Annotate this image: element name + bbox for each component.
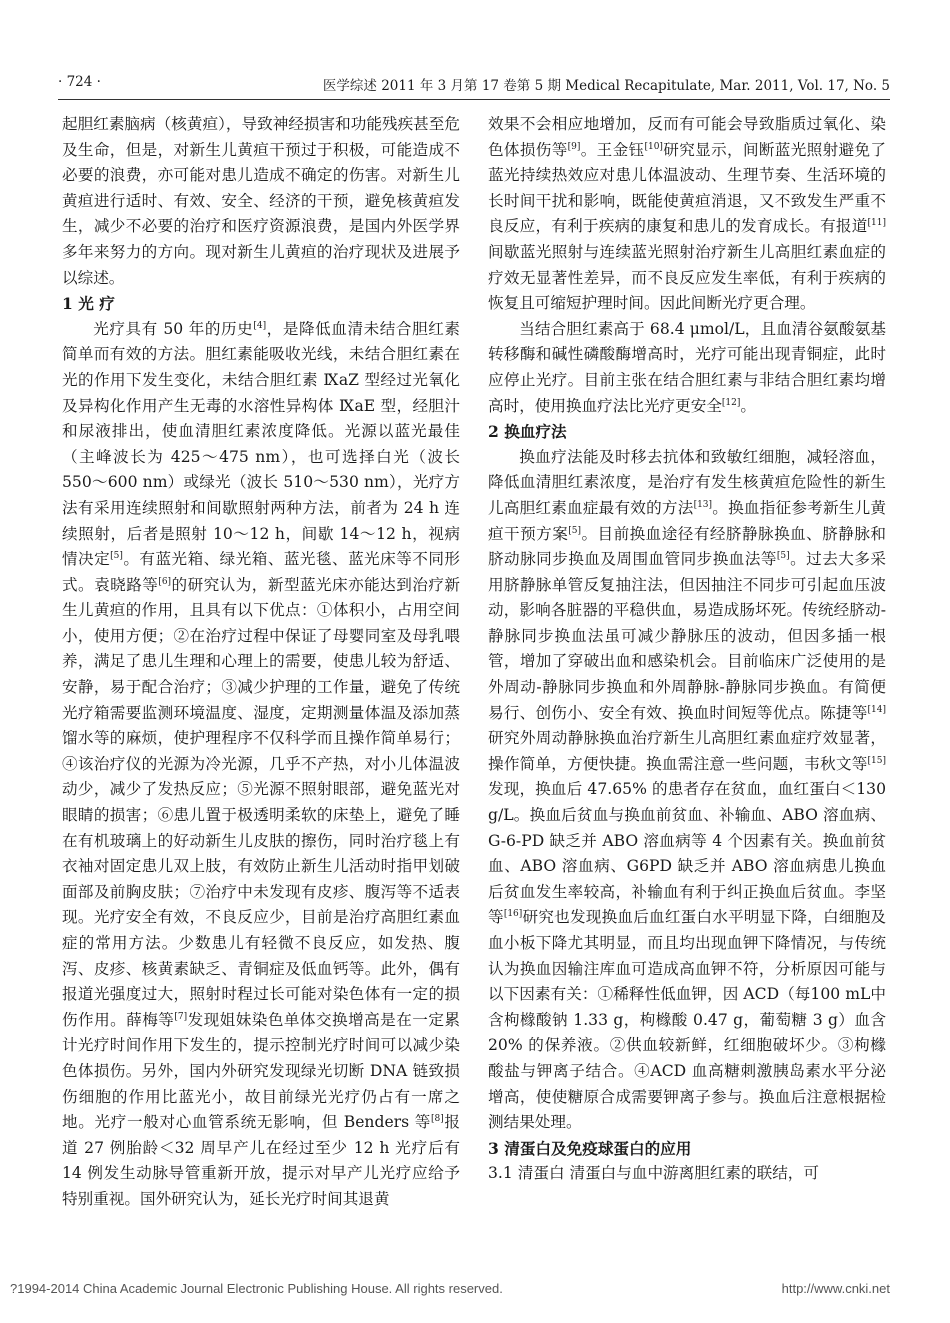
intro-paragraph: 起胆红素脑病（核黄疸），导致神经损害和功能残疾甚至危及生命，但是，对新生儿黄疸干预过于积极，可能造成不必要的浪费，亦可能对患儿造成不确定的伤害。对新生儿黄疸进行适时、有效、安全、经济的干预，避免核黄疸发生，减少不必要的治疗和医疗资源浪费，是国内外医学界多年来努力的方向。现对新生儿黄疸的治疗现状及进展予以综述。 xyxy=(62,115,460,287)
left-column xyxy=(62,112,460,1213)
section-2-heading: 2 换血疗法 xyxy=(488,422,567,442)
section-1-heading: 1 光 疗 xyxy=(62,294,115,314)
continued-paragraph: 效果不会相应地增加，反而有可能会导致脂质过氧化、染色体损伤等[9]。王金钰[10]研究显示，间断蓝光照射避免了蓝光持续热效应对患儿体温波动、生理节奏、生活环境的长时间干扰和影响，既能使黄疸消退，又不致发生严重不良反应，有利于疾病的康复和患儿的发育成长。有报道[11]间歇蓝光照射与连续蓝光照射治疗新生儿高胆红素血症的疗效无显著性差异，而不良反应发生率低，有利于疾病的恢复且可缩短护理时间。因此间断光疗更合理。 xyxy=(488,115,886,313)
cnki-link[interactable]: http://www.cnki.net xyxy=(781,1281,890,1296)
copyright-notice: ?1994-2014 China Academic Journal Electronic Publishing House. All rights reserved. xyxy=(10,1281,503,1296)
right-column xyxy=(488,112,886,1187)
page-header xyxy=(58,74,890,96)
header-divider xyxy=(58,99,890,100)
section-1-paragraph: 光疗具有 50 年的历史[4]，是降低血清未结合胆红素简单而有效的方法。胆红素能吸收光线，未结合胆红素在光的作用下发生变化，未结合胆红素 ⅨaZ 型经过光氧化及异构化作用产生无毒的水溶性异构体 ⅨaE 型，经胆汁和尿液排出，使血清胆红素浓度降低。光源以蓝光最佳（主峰波长为 425～475 nm），也可选择白光（波长 550～600 nm）或绿光（波长 510～530 nm），光疗方法有采用连续照射和间歇照射两种方法，前者为 24 h 连续照射，后者是照射 10～12 h，间歇 14～12 h，视病情决定[5]。有蓝光箱、绿光箱、蓝光毯、蓝光床等不同形式。袁晓路等[6]的研究认为，新型蓝光床亦能达到治疗新生儿黄疸的作用，且具有以下优点：①体积小，占用空间小，使用方便；②在治疗过程中保证了母婴同室及母乳喂养，满足了患儿生理和心理上的需要，使患儿较为舒适、安静，易于配合治疗；③减少护理的工作量，避免了传统光疗箱需要监测环境温度、湿度，定期测量体温及添加蒸馏水等的麻烦，使护理程序不仅科学而且操作简单易行；④该治疗仪的光源为冷光源，几乎不产热，对小儿体温波动少，减少了发热反应；⑤光源不照射眼部，避免蓝光对眼睛的损害；⑥患儿置于极透明柔软的床垫上，避免了睡在有机玻璃上的好动新生儿皮肤的擦伤，同时治疗毯上有衣袖对固定患儿双上肢，有效防止新生儿活动时指甲划破面部及前胸皮肤；⑦治疗中未发现有皮疹、腹泻等不适表现。光疗安全有效，不良反应少，目前是治疗高胆红素血症的常用方法。少数患儿有轻微不良反应，如发热、腹泻、皮疹、核黄素缺乏、青铜症及低血钙等。此外，偶有报道光强度过大，照射时程过长可能对染色体有一定的损伤作用。薛梅等[7]发现姐妹染色单体交换增高是在一定累计光疗时间作用下发生的，提示控制光疗时间可以减少染色体损伤。另外，国内外研究发现绿光切断 DNA 链致损伤细胞的作用比蓝光小，故目前绿光光疗仍占有一席之地。光疗一般对心血管系统无影响，但 Benders 等[8]报道 27 例胎龄＜32 周早产儿在经过至少 12 h 光疗后有 14 例发生动脉导管重新开放，提示对早产儿光疗应给予特别重视。国外研究认为，延长光疗时间其退黄 xyxy=(62,319,460,1208)
bronze-syndrome-paragraph: 当结合胆红素高于 68.4 μmol/L，且血清谷氨酸氨基转移酶和碱性磷酸酶增高时，光疗可能出现青铜症，此时应停止光疗。目前主张在结合胆红素与非结合胆红素均增高时，使用换血疗法比光疗更安全[12]。 xyxy=(488,319,886,415)
section-3-heading: 3 清蛋白及免疫球蛋白的应用 xyxy=(488,1138,692,1158)
section-2-paragraph: 换血疗法能及时移去抗体和致敏红细胞，减轻溶血，降低血清胆红素浓度，是治疗有发生核黄疸危险性的新生儿高胆红素血症最有效的方法[13]。换血指征参考新生儿黄疸干预方案[5]。目前换血途径有经脐静脉换血、脐静脉和脐动脉同步换血及周围血管同步换血法等[5]。过去大多采用脐静脉单管反复抽注法，但因抽注不同步可引起血压波动，影响各脏器的平稳供血，易造成肠坏死。传统经脐动-静脉同步换血法虽可减少静脉压的波动，但因多插一根管，增加了穿破出血和感染机会。目前临床广泛使用的是外周动-静脉同步换血和外周静脉-静脉同步换血。有简便易行、创伤小、安全有效、换血时间短等优点。陈捷等[14]研究外周动静脉换血治疗新生儿高胆红素血症疗效显著，操作简单，方便快捷。换血需注意一些问题，韦秋文等[15]发现，换血后 47.65% 的患者存在贫血，血红蛋白＜130 g/L。换血后贫血与换血前贫血、补输血、ABO 溶血病、G-6-PD 缺乏并 ABO 溶血病等 4 个因素有关。换血前贫血、ABO 溶血病、G6PD 缺乏并 ABO 溶血病患儿换血后贫血发生率较高，补输血有利于纠正换血后贫血。李坚等[16]研究也发现换血后血红蛋白水平明显下降，白细胞及血小板下降尤其明显，而且均出现血钾下降情况，与传统认为换血因输注库血可造成高血钾不符，分析原因可能与以下因素有关：①稀释性低血钾，因 ACD（每100 mL中含枸橼酸钠 1.33 g，枸橼酸 0.47 g，葡萄糖 3 g）血含 20% 的保养液。②供血较新鲜，红细胞破坏少。③枸橼酸盐与钾离子结合。④ACD 血高糖刺激胰岛素水平分泌增高，使使糖原合成需要钾离子参与。换血后注意根据检测结果处理。 xyxy=(488,447,886,1132)
journal-info: 医学综述 2011 年 3 月第 17 卷第 5 期 Medical Recapitulate, Mar. 2011, Vol. 17, No. 5 xyxy=(322,78,890,94)
section-3-1-line: 3.1 清蛋白 清蛋白与血中游离胆红素的联结，可 xyxy=(488,1164,819,1183)
page-number: · 724 · xyxy=(58,74,101,90)
